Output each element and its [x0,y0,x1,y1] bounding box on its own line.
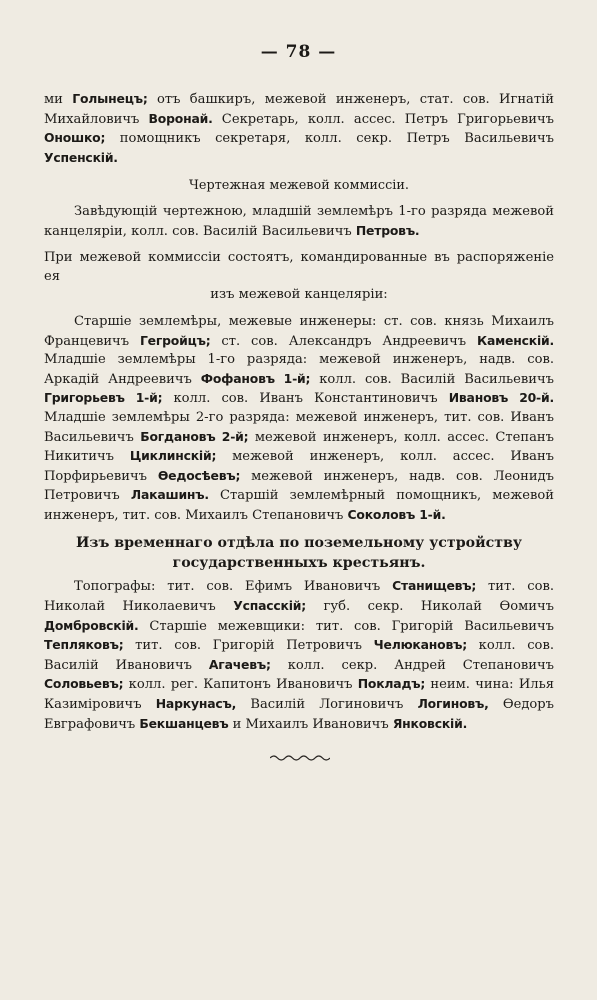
bold-name: Наркунасъ, [155,696,237,712]
text-run: неим. чина: Илья Казиміровичъ [44,677,554,713]
bleed-through-heading [0,826,597,844]
bold-name: Соколовъ 1-й. [347,506,446,522]
bold-name: Ивановъ 20-й. [448,390,554,406]
bold-name: Тепляковъ; [44,637,124,653]
bold-name: Агачевъ; [208,656,271,672]
bold-name: Покладъ; [357,676,426,692]
text-run: межевой инженеръ, надв. сов. Леонидъ Петровичъ [44,468,555,504]
bold-name: Челюкановъ; [373,637,467,653]
text-run: и Михаилъ Ивановичъ [228,716,393,732]
bold-name: Домбровскій. [44,617,139,633]
text-run: Топографы: тит. сов. Ефимъ Ивановичъ [74,579,393,595]
paragraph [44,203,554,241]
bold-name: Логиновъ, [417,696,489,712]
bold-name: Григорьевъ 1-й; [44,390,163,406]
text-run: тит. сов. Николай Николаевичъ [44,579,554,615]
text-run: Завѣдующій чертежною, младшій землемѣръ 1-го разряда межевой канцеляріи, колл. сов. Василій Васильевичъ [44,203,554,239]
spacer [44,241,554,249]
text-run: отъ башкиръ, межевой инженеръ, стат. сов. Игнатій Михайловичъ [44,92,555,127]
bold-name: Воронай. [148,110,213,126]
text-run: губ. секр. Николай Ѳомичъ [306,599,554,615]
text-run: Младшіе землемѣры 2-го разряда: межевой инженеръ, тит. сов. Иванъ Васильевичъ [44,409,554,445]
paragraph [44,313,554,526]
text-run: колл. сов. Василій Ивановичъ [44,638,554,673]
text-run: Младшіе землемѣры 1-го разряда: межевой инженеръ, надв. сов. Аркадій Андреевичъ [44,352,554,387]
bold-name: Янковскій. [392,715,468,731]
text-run: ст. сов. Александръ Андреевичъ [210,333,478,349]
page-text [44,90,554,734]
bold-name: Гегройцъ; [139,332,211,348]
bold-name: Ѳедосѣевъ; [157,467,241,483]
bold-name: Бекшанцевъ [139,715,229,731]
subheading: При межевой коммиссіи состоятъ, командированные въ распоряженіе ея [44,250,554,284]
bold-name: Фофановъ 1-й; [200,370,311,386]
text-run: Старшіе землемѣры, межевые инженеры: ст. сов. князь Михаилъ Францевичъ [44,313,554,349]
subheading: изъ межевой канцеляріи: [210,287,388,303]
subheading: Чертежная межевой коммиссіи. [189,178,409,194]
paragraph [44,577,554,734]
text-run: Василій Логиновичъ [236,697,418,713]
bold-name: Станищевъ; [392,578,477,594]
text-run: Старшіе межевщики: тит. сов. Григорій Васильевичъ [138,618,554,634]
bold-name: Богдановъ 2-й; [140,428,249,444]
spacer [44,305,554,313]
text-run: колл. сов. Василій Васильевичъ [310,371,555,387]
bold-name: Оношко; [44,130,106,146]
bold-name: Циклинскій; [129,448,217,464]
page-number: — 78 — [260,42,337,62]
bold-name: Голынецъ; [72,91,148,106]
bold-name: Успенскій. [44,149,118,165]
bold-name: Успасскій; [233,598,307,614]
bold-name: Петровъ. [355,222,420,238]
text-run: ми [44,92,73,107]
bold-name: Лакашинъ. [130,487,209,503]
ornament-divider [270,754,330,762]
section-heading: Изъ временнаго отдѣла по поземельному устройству государственныхъ крестьянъ. [76,535,522,572]
text-run: помощникъ секретаря, колл. секр. Петръ Васильевичъ [105,131,554,147]
text-run: Старшій землемѣрный помощникъ, межевой инженеръ, тит. сов. Михаилъ Степановичъ [44,488,554,523]
bold-name: Соловьевъ; [44,676,124,692]
text-run: колл. секр. Андрей Степановичъ [270,657,554,673]
text-run: Ѳедоръ Евграфовичъ [44,697,555,732]
text-run: Секретарь, колл. ассес. Петръ Григорьевичъ [212,111,554,127]
text-run: межевой инженеръ, колл. ассес. Иванъ Порфирьевичъ [44,449,554,484]
text-run: тит. сов. Григорій Петровичъ [123,638,374,654]
bold-name: Каменскій. [477,332,555,348]
text-run: колл. сов. Иванъ Константиновичъ [162,391,449,407]
text-run: колл. рег. Капитонъ Ивановичъ [123,677,358,693]
text-run: межевой инженеръ, колл. ассес. Степанъ Никитичъ [44,429,554,465]
paragraph [44,90,554,168]
